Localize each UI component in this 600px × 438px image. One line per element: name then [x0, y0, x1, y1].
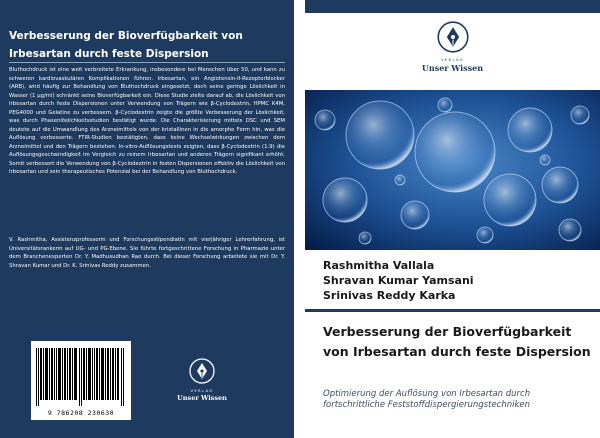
barcode-icon	[36, 348, 126, 406]
title-divider	[305, 309, 600, 312]
back-cover	[0, 0, 294, 438]
author-name: Rashmitha Vallala	[323, 259, 435, 272]
book-title: Verbesserung der Bioverfügbarkeit von Irbesartan durch feste Dispersion	[323, 324, 591, 359]
cover-image	[305, 90, 600, 250]
back-divider	[9, 62, 285, 63]
bubbles-image	[305, 90, 600, 250]
publisher-logo	[415, 21, 490, 73]
back-title: Verbesserung der Bioverfügbarkeit von Irbesartan durch feste Dispersion	[9, 30, 243, 60]
logo-name: Unser Wissen	[177, 394, 227, 402]
logo-verlag-label: VERLAG	[190, 388, 214, 393]
back-description: Bluthochdruck ist eine weit verbreitete Erkrankung, insbesondere bei Menschen über 50, und kann zu schweren kardiovaskulären Komplikationen führen. Irbesartan, ein Angiotensin-II-Rezeptorblocker (ARB), wird häufig zur Behandlung von Bluthochdruck eingesetzt, doch seine geringe Löslichkeit in Wasser (1 µg/ml) schränkt seine Bioverfügbarkeit ein. Diese Studie zielte darauf ab, die Löslichkeit von Irbesartan durch feste Dispersionen unter Verwendung von Trägern wie β-Cyclodextrin, HPMC K4M, PEG4000 und Gelatine zu verbessern. β-Cyclodextrin zeigte die größte Verbesserung der Löslichkeit, was durch Phasenlöslichkeitsstudien bestätigt wurde. Die Charakterisierung mittels DSC und SEM deutete auf die Umwandlung des Arzneimittels von der kristallinen in die amorphe Form hin, was die Auflösung verbesserte. FTIR-Studien bestätigten, dass keine Wechselwirkungen zwischen dem Arzneimittel und den Trägern bestehen. In-vitro-Auflösungstests zeigten, dass β-Cyclodextrin (1:9) die Auflösungsgeschwindigkeit im Vergleich zu reinem Irbesartan und anderen Trägern signifikant erhöht. Somit verbessert die Verwendung von β-Cyclodextrin in festen Dispersionen effektiv die Löslichkeit von Irbesartan und sein therapeutisches Potenzial bei der Behandlung von Bluthochdruck.	[9, 67, 285, 175]
author-name: Srinivas Reddy Karka	[323, 289, 456, 302]
pen-nib-icon	[189, 358, 215, 384]
author-name: Shravan Kumar Yamsani	[323, 274, 474, 287]
publisher-logo	[169, 358, 235, 402]
isbn-barcode	[31, 341, 131, 420]
pen-nib-icon	[437, 21, 469, 53]
front-cover	[305, 0, 600, 438]
logo-verlag-label: VERLAG	[440, 57, 465, 62]
book-subtitle: Optimierung der Auflösung von Irbesartan durch fortschrittliche Feststoffdispergierungstechniken	[323, 389, 531, 410]
author-list	[323, 258, 474, 303]
top-band	[305, 0, 600, 13]
isbn-number: 9 786208 230630	[47, 409, 115, 417]
spine	[294, 0, 305, 438]
author-bio: V. Rashmitha, Assistenzprofessorin und Forschungsstipendiatin mit vierjähriger Lehrerfahrung, ist Universitätsrankerin auf UG- und PG-Ebene. Sie führte fortgeschrittene Forschung in Pharmazie unter dem Branchenexperten Dr. Y. Madhusudhan Rao durch. Bei dieser Forschung arbeitete sie mit Dr. Y. Shravan Kumar und Dr. K. Srinivas Reddy zusammen.	[9, 237, 285, 269]
logo-name: Unser Wissen	[421, 63, 484, 73]
